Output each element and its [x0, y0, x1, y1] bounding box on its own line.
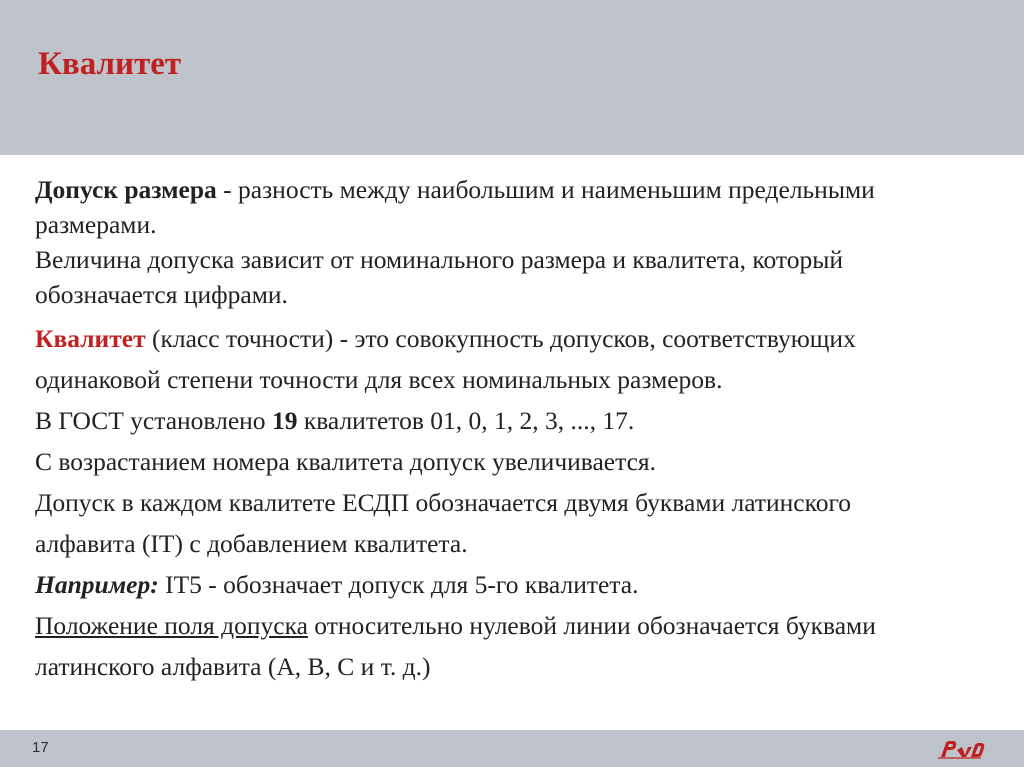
tolerance-field-term: Положение поля допуска [35, 611, 308, 640]
example-label: Например: [35, 570, 159, 599]
footer-band [0, 730, 1024, 767]
gost-text-before: В ГОСТ установлено [35, 406, 272, 435]
line [35, 172, 985, 207]
line: одинаковой степени точности для всех номинальных размеров. [35, 365, 723, 394]
qualitet-count: 19 [271, 406, 298, 435]
line: размерами. [35, 210, 157, 239]
rzd-logo-icon [935, 737, 987, 761]
slide-title: Квалитет [38, 46, 182, 82]
line: С возрастанием номера квалитета допуск увеличивается. [35, 447, 657, 476]
definition-text: разность между наибольшим и наименьшим предельными [238, 175, 875, 204]
line [35, 400, 985, 441]
term-tolerance: Допуск размера [35, 175, 217, 204]
example-text: IT5 - обозначает допуск для 5-го квалитета. [158, 570, 639, 599]
paragraph-tolerance-definition [35, 172, 985, 312]
line: Величина допуска зависит от номинального размера и квалитета, который [35, 245, 844, 274]
term-qualitet: Квалитет [35, 324, 146, 353]
tolerance-field-text: относительно нулевой линии обозначается буквами [307, 611, 876, 640]
qualitet-text: (класс точности) - это совокупность допусков, соответствующих [145, 324, 856, 353]
header-band [0, 0, 1024, 155]
line: Допуск в каждом квалитете ЕСДП обозначается двумя буквами латинского [35, 488, 852, 517]
line [35, 564, 985, 605]
slide-body [35, 172, 985, 687]
line: латинского алфавита (А, В, С и т. д.) [35, 652, 431, 681]
page-number: 17 [32, 739, 49, 756]
line [35, 605, 985, 646]
line: обозначается цифрами. [35, 280, 288, 309]
line: алфавита (IT) с добавлением квалитета. [35, 529, 468, 558]
line [35, 318, 985, 359]
paragraph-qualitet [35, 318, 985, 687]
gost-text-after: квалитетов 01, 0, 1, 2, 3, ..., 17. [297, 406, 635, 435]
separator: - [216, 175, 239, 204]
